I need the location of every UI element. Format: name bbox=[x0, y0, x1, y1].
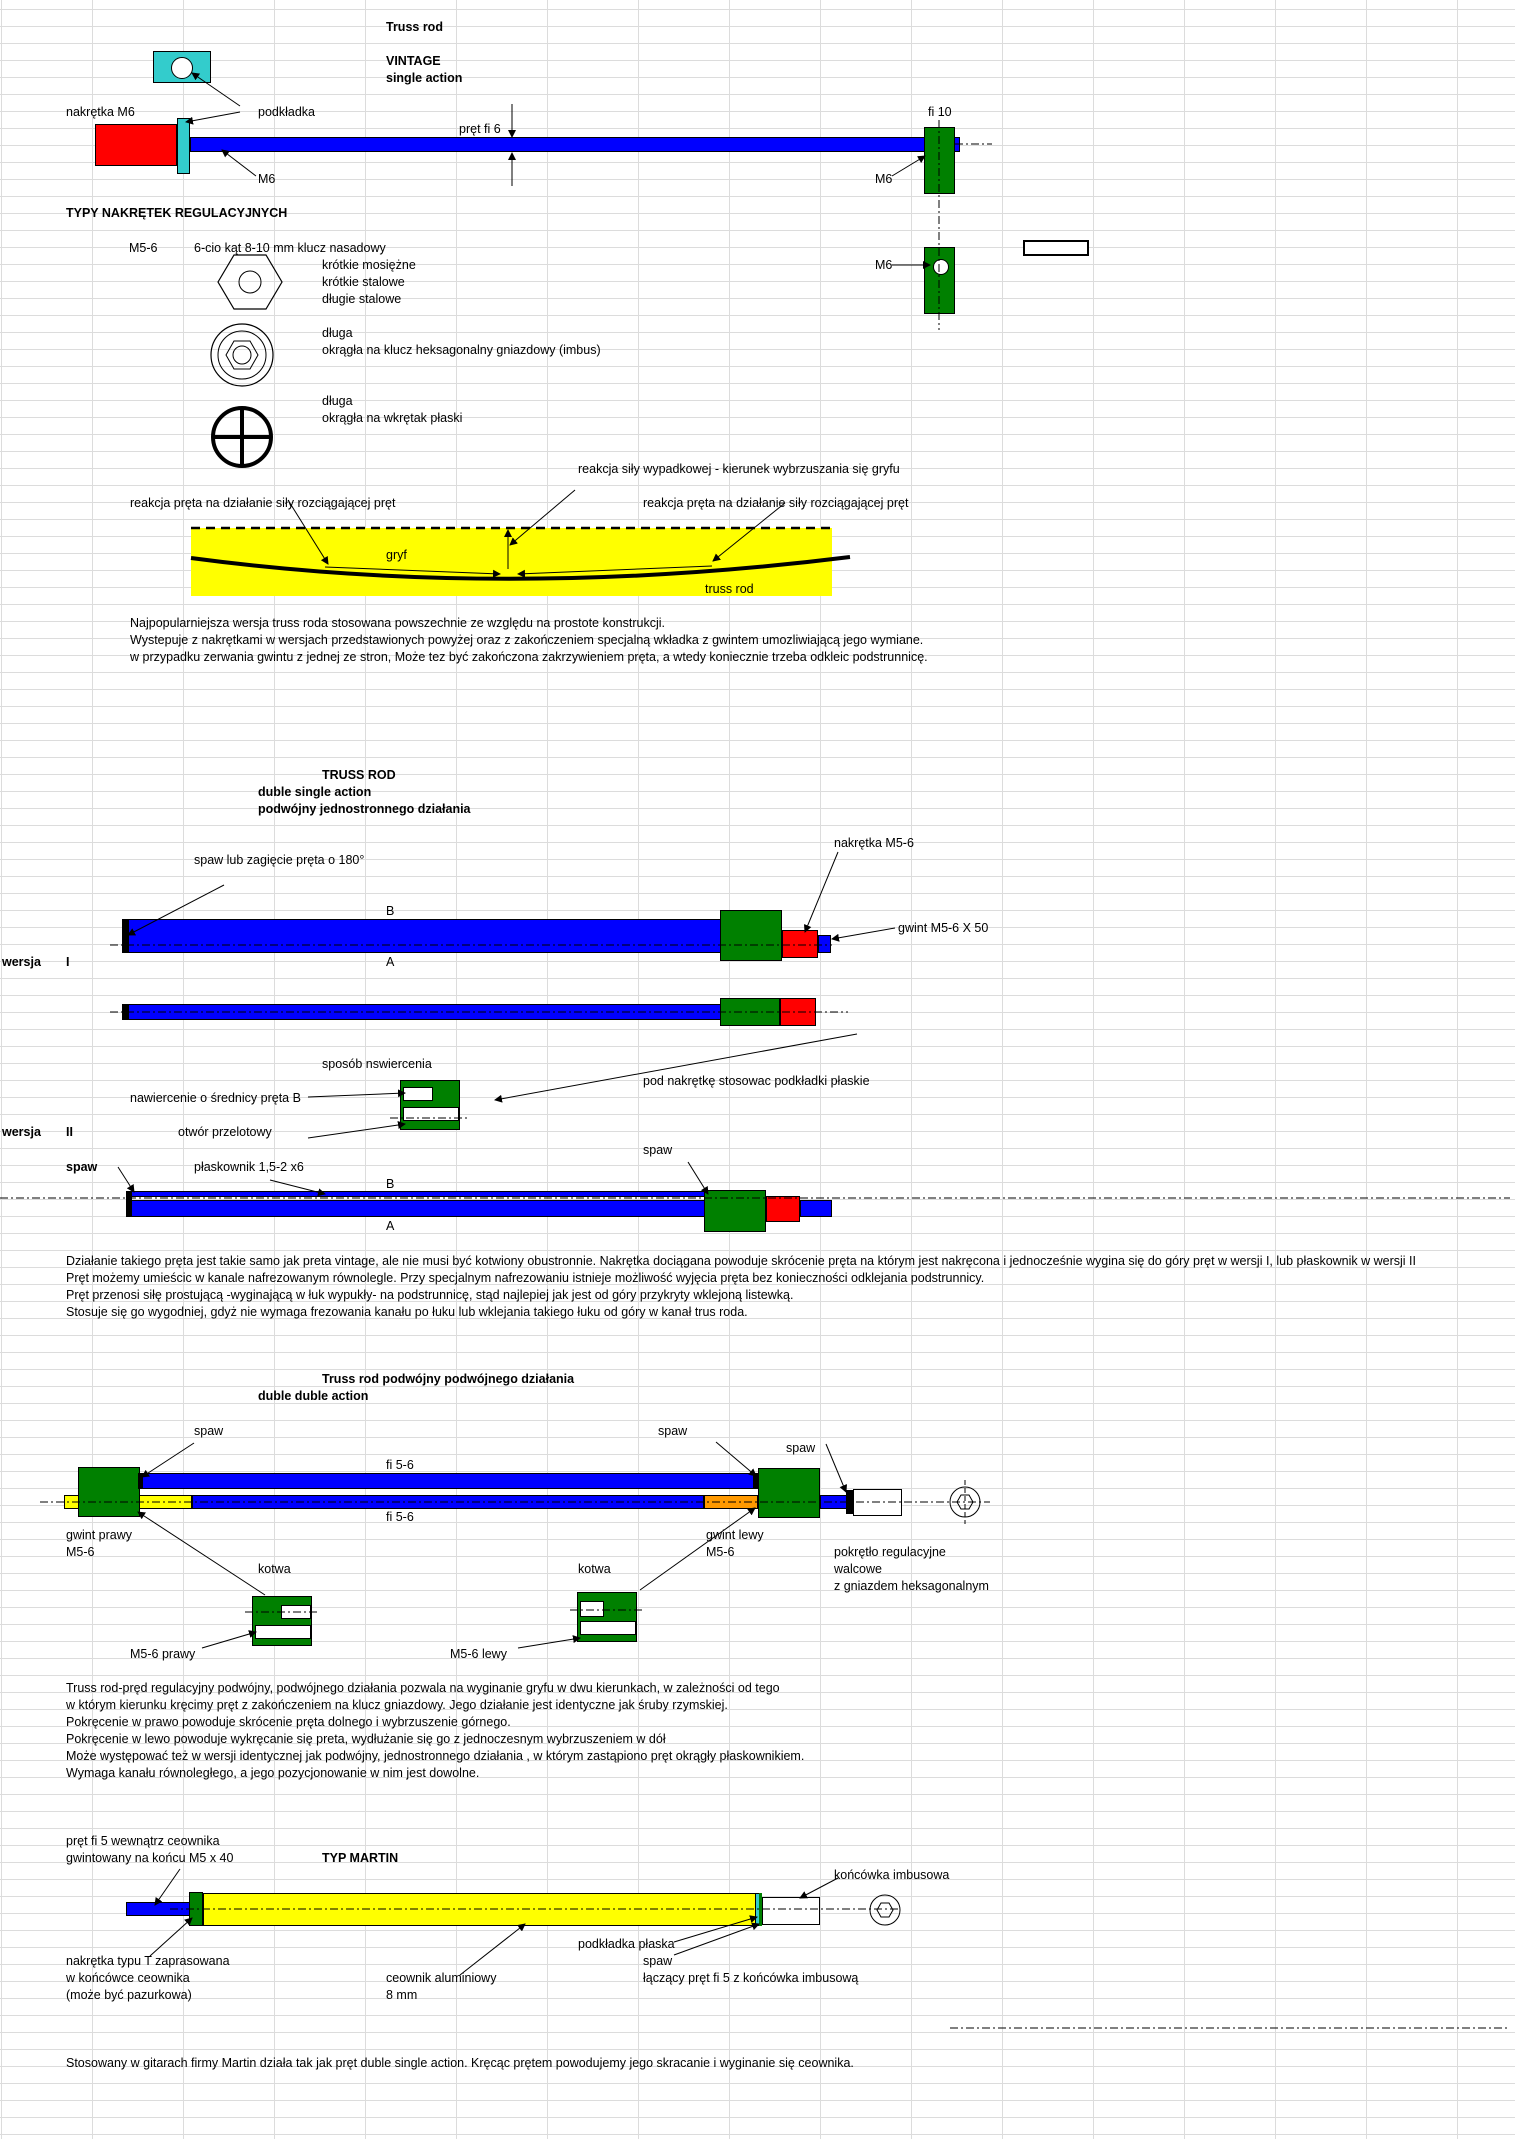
s2-p1: Działanie takiego pręta jest takie samo jak preta vintage, ale nie musi być kotwiony obustronnie. Nakrętka dociągana powoduje skrócenie pręta na którym jest nakręcona i jednocześnie wygina się do góry pręt w wersji I, lub płaskownik w wersji II bbox=[66, 1254, 1416, 1268]
label-nakretka1: nakrętka typu T zaprasowana bbox=[66, 1954, 230, 1968]
truss-rod-curve bbox=[191, 557, 850, 579]
label-spaw2: spaw bbox=[658, 1424, 688, 1438]
label-nakretka-m6: nakrętka M6 bbox=[66, 105, 135, 119]
label-nawiercenie: nawiercenie o średnicy pręta B bbox=[130, 1091, 301, 1105]
hex-nut-icon bbox=[218, 255, 282, 309]
label-spaw-martin: spaw bbox=[643, 1954, 673, 1968]
s3-p2: w którym kierunku kręcimy pręt z zakończeniem na klucz gniazdowy. Jego działanie jest identyczne jak śruby rzymskiej. bbox=[66, 1698, 728, 1712]
label-m56-prawy: M5-6 prawy bbox=[130, 1647, 196, 1661]
s3-title: Truss rod podwójny podwójnego działania bbox=[322, 1372, 575, 1386]
round-nut-icon bbox=[211, 324, 273, 386]
arrow-koncowka bbox=[800, 1878, 838, 1898]
reakcja-right: reakcja pręta na działanie siły rozciągającej pręt bbox=[643, 496, 909, 510]
arrow-podkladka-rod bbox=[186, 112, 240, 122]
label-nakretka3: (może być pazurkowa) bbox=[66, 1988, 192, 2002]
martin-hex-end-icon bbox=[870, 1895, 900, 1925]
arrow-m56-prawy bbox=[202, 1632, 256, 1648]
s4-p1: Stosowany w gitarach firmy Martin działa tak jak pręt duble single action. Kręcąc prętem powodujemy jego skracanie i wyginanie się ceownika. bbox=[66, 2056, 854, 2070]
s3-p1: Truss rod-pręd regulacyjny podwójny, podwójnego działania pozwala na wyginanie gryfu w dwu kierunkach, w zależności od tego bbox=[66, 1681, 780, 1695]
arrow-nakretka-m56 bbox=[805, 852, 838, 932]
label-nakretka2: w końcówce ceownika bbox=[66, 1971, 190, 1985]
s1-p1: Najpopularniejsza wersja truss roda stosowana powszechnie ze względu na prostote konstrukcji. bbox=[130, 616, 665, 630]
s1-p2: Wystepuje z nakrętkami w wersjach przedstawionych powyżej oraz z zakończeniem specjalną wkładka z gwintem umozliwiającą jego wymiane. bbox=[130, 633, 924, 647]
s3-p5: Może występować też w wersji identycznej jak podwójny, jednostronnego działania , w którym zastąpiono pręt okrągły płaskownikiem. bbox=[66, 1749, 805, 1763]
arrow-kotwa1 bbox=[138, 1512, 265, 1595]
s2-p2: Pręt możemy umieścic w kanale nafrezowanym równolegle. Przy specjalnym nafrezowaniu istnieje możliwość wyjęcia pręta bez konieczności odklejania podstrunnicy. bbox=[66, 1271, 985, 1285]
hex-l2: krótkie stalowe bbox=[322, 275, 405, 289]
s1-subtitle1: VINTAGE bbox=[386, 54, 441, 68]
slot-l2: okrągła na wkrętak płaski bbox=[322, 411, 463, 425]
label-gwint-prawy: gwint prawy bbox=[66, 1528, 132, 1542]
label-pret2: gwintowany na końcu M5 x 40 bbox=[66, 1851, 234, 1865]
s2-subtitle1: duble single action bbox=[258, 785, 372, 799]
label-spaw-zagiecie: spaw lub zagięcie pręta o 180° bbox=[194, 853, 365, 867]
label-ver-ii: II bbox=[66, 1125, 73, 1139]
label-m6-b: M6 bbox=[875, 172, 893, 186]
s2-p4: Stosuje się go wygodniej, gdyż nie wymaga frezowania kanału po łuku lub wklejania takiego łuku od góry w kanał trus roda. bbox=[66, 1305, 748, 1319]
label-pret1: pręt fi 5 wewnątrz ceownika bbox=[66, 1834, 220, 1848]
reakcja-top: reakcja siły wypadkowej - kierunek wybrzuszania się gryfu bbox=[578, 462, 900, 476]
s3-p6: Wymaga kanału równoległego, a jego pozycjonowanie w nim jest dowolne. bbox=[66, 1766, 480, 1780]
arrow-pod-nakretke bbox=[495, 1034, 857, 1100]
label-fi56-top: fi 5-6 bbox=[386, 1458, 414, 1472]
label-a1: A bbox=[386, 955, 395, 969]
arrow-reakcja-left bbox=[288, 500, 328, 564]
label-gwint: gwint M5-6 X 50 bbox=[898, 921, 989, 935]
types-heading: TYPY NAKRĘTEK REGULACYJNYCH bbox=[66, 206, 288, 220]
arrow-otwor bbox=[308, 1124, 405, 1138]
s3-p4: Pokręcenie w lewo powoduje wykręcanie się preta, wydłużanie się go z jednoczesnym wybrzuszeniem w dół bbox=[66, 1732, 666, 1746]
label-plaskownik: płaskownik 1,5-2 x6 bbox=[194, 1160, 304, 1174]
label-spaw3: spaw bbox=[786, 1441, 816, 1455]
label-pokretlo1: pokrętło regulacyjne bbox=[834, 1545, 946, 1559]
arrow-m56-lewy bbox=[518, 1638, 580, 1648]
round-l1: długa bbox=[322, 326, 353, 340]
label-m6-a: M6 bbox=[258, 172, 276, 186]
arrow-spaw-right bbox=[688, 1162, 708, 1194]
label-spaw-right: spaw bbox=[643, 1143, 673, 1157]
hex-nut-hole-icon bbox=[239, 271, 261, 293]
s2-p3: Pręt przenosi siłę prostującą -wyginającą w łuk wypukły- na podstrunnicę, stąd najlepiej jak jest od góry przykryty wklejoną listewką. bbox=[66, 1288, 794, 1302]
label-sposob: sposób nswiercenia bbox=[322, 1057, 432, 1071]
arrow-m6-a bbox=[222, 150, 256, 176]
s3-subtitle: duble duble action bbox=[258, 1389, 369, 1403]
label-kotwa1: kotwa bbox=[258, 1562, 291, 1576]
label-gryf: gryf bbox=[386, 548, 407, 562]
s1-title: Truss rod bbox=[386, 20, 443, 34]
label-m56-lewy: M5-6 lewy bbox=[450, 1647, 507, 1661]
label-kotwa2: kotwa bbox=[578, 1562, 611, 1576]
hex-l3: długie stalowe bbox=[322, 292, 402, 306]
label-typ-martin: TYP MARTIN bbox=[322, 1851, 399, 1865]
label-fi56-bottom: fi 5-6 bbox=[386, 1510, 414, 1524]
label-spaw1: spaw bbox=[194, 1424, 224, 1438]
hex-desc: 6-cio kąt 8-10 mm klucz nasadowy bbox=[194, 241, 386, 255]
arrow-reakcja-top bbox=[510, 490, 575, 545]
label-b2: B bbox=[386, 1177, 395, 1191]
arrow-plaskownik bbox=[270, 1180, 325, 1194]
label-pokretlo2: walcowe bbox=[834, 1562, 882, 1576]
label-spaw-left: spaw bbox=[66, 1160, 98, 1174]
label-pokretlo3: z gniazdem heksagonalnym bbox=[834, 1579, 989, 1593]
arrow-spaw-zagiecie bbox=[128, 885, 224, 935]
arrow-kotwa2 bbox=[640, 1508, 755, 1590]
arrow-nakretka-t bbox=[150, 1918, 192, 1956]
label-otwor: otwór przelotowy bbox=[178, 1125, 272, 1139]
arrow-m6-b bbox=[892, 156, 925, 176]
arrow-podkladka-washer bbox=[192, 73, 240, 106]
arrow-gwint bbox=[832, 928, 895, 939]
arrow-ceownik bbox=[460, 1924, 525, 1975]
s2-subtitle2: podwójny jednostronnego działania bbox=[258, 802, 471, 816]
label-pod-nakretke: pod nakrętkę stosowac podkładki płaskie bbox=[643, 1074, 870, 1088]
label-ver-i: I bbox=[66, 955, 70, 969]
label-m56: M5-6 bbox=[129, 241, 158, 255]
label-podkladka-plaska: podkładka płaska bbox=[578, 1937, 675, 1951]
label-fi10: fi 10 bbox=[928, 105, 952, 119]
s2-title: TRUSS ROD bbox=[322, 768, 396, 782]
arrow-spaw1 bbox=[142, 1443, 194, 1477]
arrow-spaw2 bbox=[716, 1442, 756, 1476]
label-b1: B bbox=[386, 904, 395, 918]
label-m56-mid: M5-6 bbox=[706, 1545, 735, 1559]
slot-l1: długa bbox=[322, 394, 353, 408]
label-ceownik1: ceownik aluminiowy bbox=[386, 1971, 497, 1985]
s1-p3: w przypadku zerwania gwintu z jednej ze stron, Może tez być zakończona zakrzywieniem pręta, a wtedy koniecznie trzeba odkleic podstrunnicę. bbox=[130, 650, 928, 664]
arrow-spaw3 bbox=[826, 1444, 846, 1492]
label-laczacy: łączący pręt fi 5 z końcówka imbusową bbox=[643, 1971, 859, 1985]
s3-p3: Pokręcenie w prawo powoduje skrócenie pręta dolnego i wybrzuszenie górnego. bbox=[66, 1715, 511, 1729]
label-truss-rod: truss rod bbox=[705, 582, 754, 596]
label-podkladka: podkładka bbox=[258, 105, 315, 119]
arrow-reakcja-right bbox=[713, 503, 785, 561]
arrow-nawiercenie bbox=[308, 1093, 405, 1097]
label-nakretka-m56: nakrętka M5-6 bbox=[834, 836, 914, 850]
hex-l1: krótkie mosiężne bbox=[322, 258, 416, 272]
round-l2: okrągła na klucz heksagonalny gniazdowy (imbus) bbox=[322, 343, 601, 357]
label-a2: A bbox=[386, 1219, 395, 1233]
s1-subtitle2: single action bbox=[386, 71, 463, 85]
label-gwint-lewy: gwint lewy bbox=[706, 1528, 764, 1542]
label-koncowka: końcówka imbusowa bbox=[834, 1868, 950, 1882]
label-m6-c: M6 bbox=[875, 258, 893, 272]
label-ceownik2: 8 mm bbox=[386, 1988, 418, 2002]
label-wersja1: wersja bbox=[2, 955, 41, 969]
label-wersja2: wersja bbox=[2, 1125, 41, 1139]
arrow-spaw-left bbox=[118, 1167, 134, 1192]
label-m56-left: M5-6 bbox=[66, 1545, 95, 1559]
arrow-pret bbox=[155, 1869, 180, 1905]
label-pret-fi6: pręt fi 6 bbox=[459, 122, 501, 136]
arrow-spaw-martin bbox=[674, 1924, 759, 1955]
reakcja-left: reakcja pręta na działanie siły rozciągającej pręt bbox=[130, 496, 396, 510]
